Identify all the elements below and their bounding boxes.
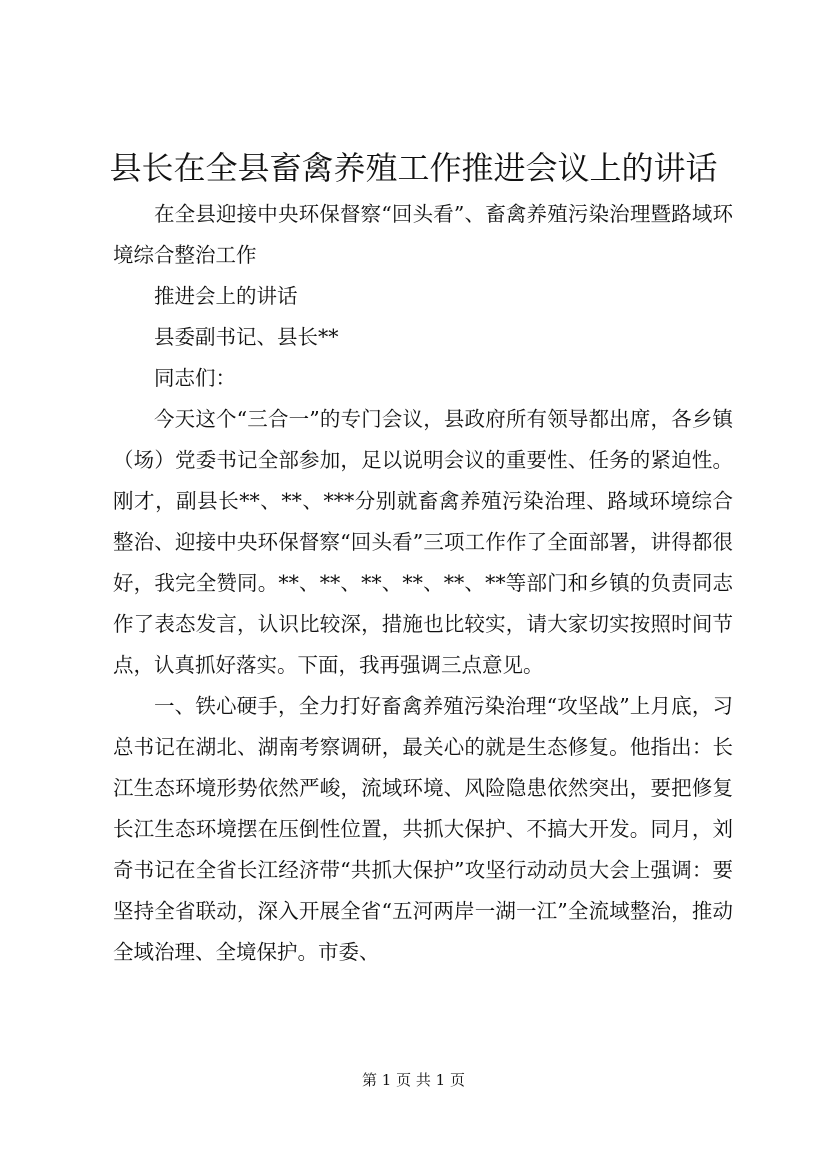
paragraph-salutation: 同志们： <box>154 366 236 390</box>
paragraph-heading-line-2: 推进会上的讲话 <box>154 284 298 308</box>
paragraph-speaker: 县委副书记、县长** <box>154 325 339 349</box>
document-body <box>113 194 733 973</box>
paragraph-opening: 今天这个“三合一”的专门会议，县政府所有领导都出席，各乡镇（场）党委书记全部参加，足以说明会议的重要性、任务的紧迫性。刚才，副县长**、**、***分别就畜禽养殖污染治理、路域环境综合整治、迎接中央环保督察“回头看”三项工作作了全面部署，讲得都很好，我完全赞同。**、**、**、**、**、**等部门和乡镇的负责同志作了表态发言，认识比较深，措施也比较实，请大家切实按照时间节点，认真抓好落实。下面，我再强调三点意见。 <box>113 407 733 677</box>
paragraph-section-one: 一、铁心硬手，全力打好畜禽养殖污染治理“攻坚战”上月底，习总书记在湖北、湖南考察调研，最关心的就是生态修复。他指出：长江生态环境形势依然严峻，流域环境、风险隐患依然突出，要把修复长江生态环境摆在压倒性位置，共抓大保护、不搞大开发。同月，刘奇书记在全省长江经济带“共抓大保护”攻坚行动动员大会上强调：要坚持全省联动，深入开展全省“五河两岸一湖一江”全流域整治，推动全域治理、全境保护。市委、 <box>113 694 733 964</box>
document-title: 县长在全县畜禽养殖工作推进会议上的讲话 <box>109 149 718 187</box>
page-number-footer: 第 1 页 共 1 页 <box>362 1071 465 1089</box>
paragraph-heading-line-1: 在全县迎接中央环保督察“回头看”、畜禽养殖污染治理暨路域环境综合整治工作 <box>113 202 733 267</box>
